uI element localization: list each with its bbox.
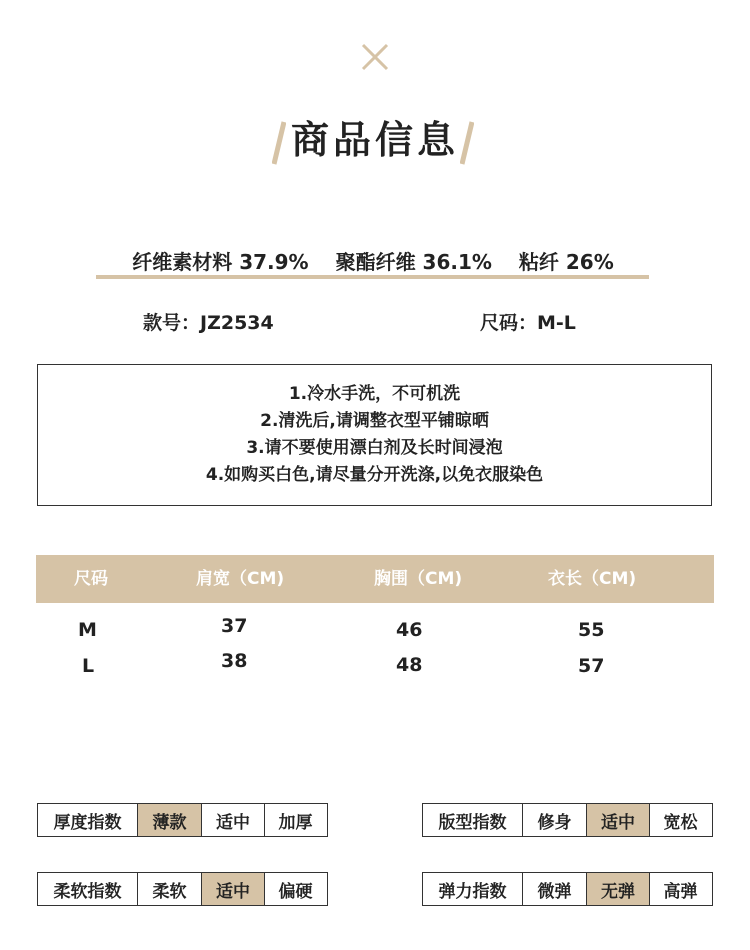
header-size: 尺码 xyxy=(74,569,108,589)
thickness-option-thin: 薄款 xyxy=(137,804,201,836)
softness-index-label: 柔软指数 xyxy=(53,881,122,902)
thickness-index xyxy=(37,803,328,837)
header-shoulder: 肩宽（CM) xyxy=(196,569,285,589)
cell-length: 57 xyxy=(578,655,605,677)
fit-option-slim: 修身 xyxy=(522,804,586,836)
cell-chest: 46 xyxy=(396,619,423,641)
material-composition xyxy=(96,246,650,275)
elasticity-option-none: 无弹 xyxy=(586,873,649,905)
softness-option-hard: 偏硬 xyxy=(264,873,326,905)
page-title: 商品信息 xyxy=(290,118,459,162)
cell-chest: 48 xyxy=(396,654,423,676)
softness-option-soft: 柔软 xyxy=(137,873,201,905)
care-instructions-box xyxy=(37,364,712,506)
cell-size: L xyxy=(82,655,95,677)
cross-icon xyxy=(360,42,390,72)
thickness-option-thick: 加厚 xyxy=(264,804,326,836)
header-chest: 胸围（CM) xyxy=(374,569,463,589)
thickness-index-label: 厚度指数 xyxy=(53,812,122,833)
elasticity-index-label: 弹力指数 xyxy=(438,881,507,902)
elasticity-index xyxy=(422,872,713,906)
material-item: 纤维素材料 37.9% xyxy=(132,250,309,274)
care-line: 2.清洗后,请调整衣型平铺晾晒 xyxy=(260,411,489,431)
cell-shoulder: 37 xyxy=(221,615,248,637)
thickness-option-medium: 适中 xyxy=(201,804,264,836)
cell-length: 55 xyxy=(578,619,605,641)
cell-shoulder: 38 xyxy=(221,650,248,672)
elasticity-option-high: 高弹 xyxy=(649,873,711,905)
size-range: 尺码：M-L xyxy=(480,312,576,334)
softness-index xyxy=(37,872,328,906)
title-container xyxy=(0,112,750,168)
cell-size: M xyxy=(78,619,97,641)
fit-index xyxy=(422,803,713,837)
fit-option-loose: 宽松 xyxy=(649,804,711,836)
style-number: 款号：JZ2534 xyxy=(143,312,274,334)
material-item: 聚酯纤维 36.1% xyxy=(335,250,492,274)
care-line: 3.请不要使用漂白剂及长时间浸泡 xyxy=(246,438,503,458)
fit-index-label: 版型指数 xyxy=(438,812,507,833)
slash-right-decoration xyxy=(460,120,474,166)
header-length: 衣长（CM) xyxy=(548,569,637,589)
elasticity-option-slight: 微弹 xyxy=(522,873,586,905)
size-table-header xyxy=(36,555,714,603)
fit-option-regular: 适中 xyxy=(586,804,649,836)
softness-option-medium: 适中 xyxy=(201,873,264,905)
material-underline xyxy=(96,275,649,279)
material-item: 粘纤 26% xyxy=(518,250,614,274)
care-line: 4.如购买白色,请尽量分开洗涤,以免衣服染色 xyxy=(205,465,544,485)
care-line: 1.冷水手洗，不可机洗 xyxy=(288,384,461,404)
